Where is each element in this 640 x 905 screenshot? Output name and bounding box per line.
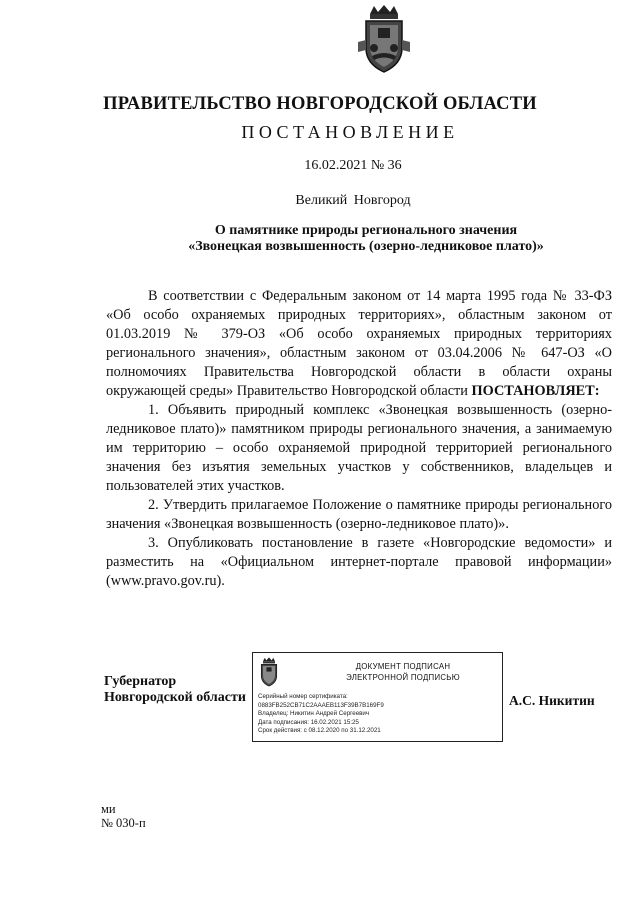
stamp-heading-line-1: ДОКУМЕНТ ПОДПИСАН: [355, 662, 451, 671]
document-type: ПОСТАНОВЛЕНИЕ: [241, 122, 459, 142]
document-title: [120, 223, 612, 255]
stamp-validity: Срок действия: с 08.12.2020 по 31.12.2021: [258, 727, 381, 735]
coat-of-arms-icon: [358, 4, 410, 74]
position-line-1: Губернатор: [104, 674, 177, 689]
city-name: Великий Новгород: [295, 193, 411, 208]
item-1-paragraph: 1. Объявить природный комплекс «Звонецкая возвышенность (озерно-ледниковое плато)» памятником природы регионального значения, а занимаемую им территорию – особо охраняемой природной территорией регионального значения без изъятия земельных участков у собственников, владельцев и пользователей этих участков.: [106, 402, 612, 494]
title-line-1: О памятнике природы регионального значения: [214, 223, 518, 238]
signer-name: А.С. Никитин: [509, 693, 595, 708]
stamp-details: [258, 693, 384, 736]
organization-name: ПРАВИТЕЛЬСТВО НОВГОРОДСКОЙ ОБЛАСТИ: [103, 94, 537, 114]
item-3-paragraph: 3. Опубликовать постановление в газете «Новгородские ведомости» и разместить на «Официальном интернет-портале правовой информации» (www.pravo.gov.ru).: [106, 535, 612, 589]
stamp-heading: [305, 661, 501, 683]
preamble-text: В соответствии с Федеральным законом от 14 марта 1995 года № 33-ФЗ «Об особо охраняемых природных территориях», областным законом от 01.03.2019 № 379-ОЗ «Об особо охраняемых природных территориях регионального значения», областным законом от 03.04.2006 № 647-ОЗ «О полномочиях Правительства Новгородской области в области охраны окружающей среды» Правительство Новгородской области: [106, 288, 612, 399]
footer-form-number: № 030-п: [101, 816, 146, 830]
date-and-number: 16.02.2021 № 36: [304, 158, 402, 173]
stamp-serial: 0883FB252CB71C2AAAEB113F39B7B169F9: [258, 701, 384, 709]
coat-of-arms-icon: [257, 657, 281, 687]
stamp-heading-line-2: ЭЛЕКТРОННОЙ ПОДПИСЬЮ: [346, 673, 460, 682]
footer-initials: ми: [101, 802, 116, 816]
item-2-paragraph: 2. Утвердить прилагаемое Положение о памятнике природы регионального значения «Звонецкая возвышенность (озерно-ледниковое плато)».: [106, 497, 612, 532]
preamble-paragraph: [106, 287, 612, 401]
stamp-owner: Владелец: Никитин Андрей Сергеевич: [258, 710, 370, 718]
resolves-keyword: ПОСТАНОВЛЯЕТ:: [471, 383, 600, 399]
position-line-2: Новгородской области: [104, 690, 246, 705]
electronic-signature-stamp: [252, 652, 503, 742]
signatory-position: [104, 674, 246, 706]
title-line-2: «Звонецкая возвышенность (озерно-ледниковое плато)»: [188, 239, 544, 254]
stamp-signed-date: Дата подписания: 16.02.2021 15:25: [258, 718, 359, 726]
document-footer: [101, 802, 146, 830]
document-body: [106, 287, 612, 591]
stamp-serial-label: Серийный номер сертификата:: [258, 693, 348, 700]
